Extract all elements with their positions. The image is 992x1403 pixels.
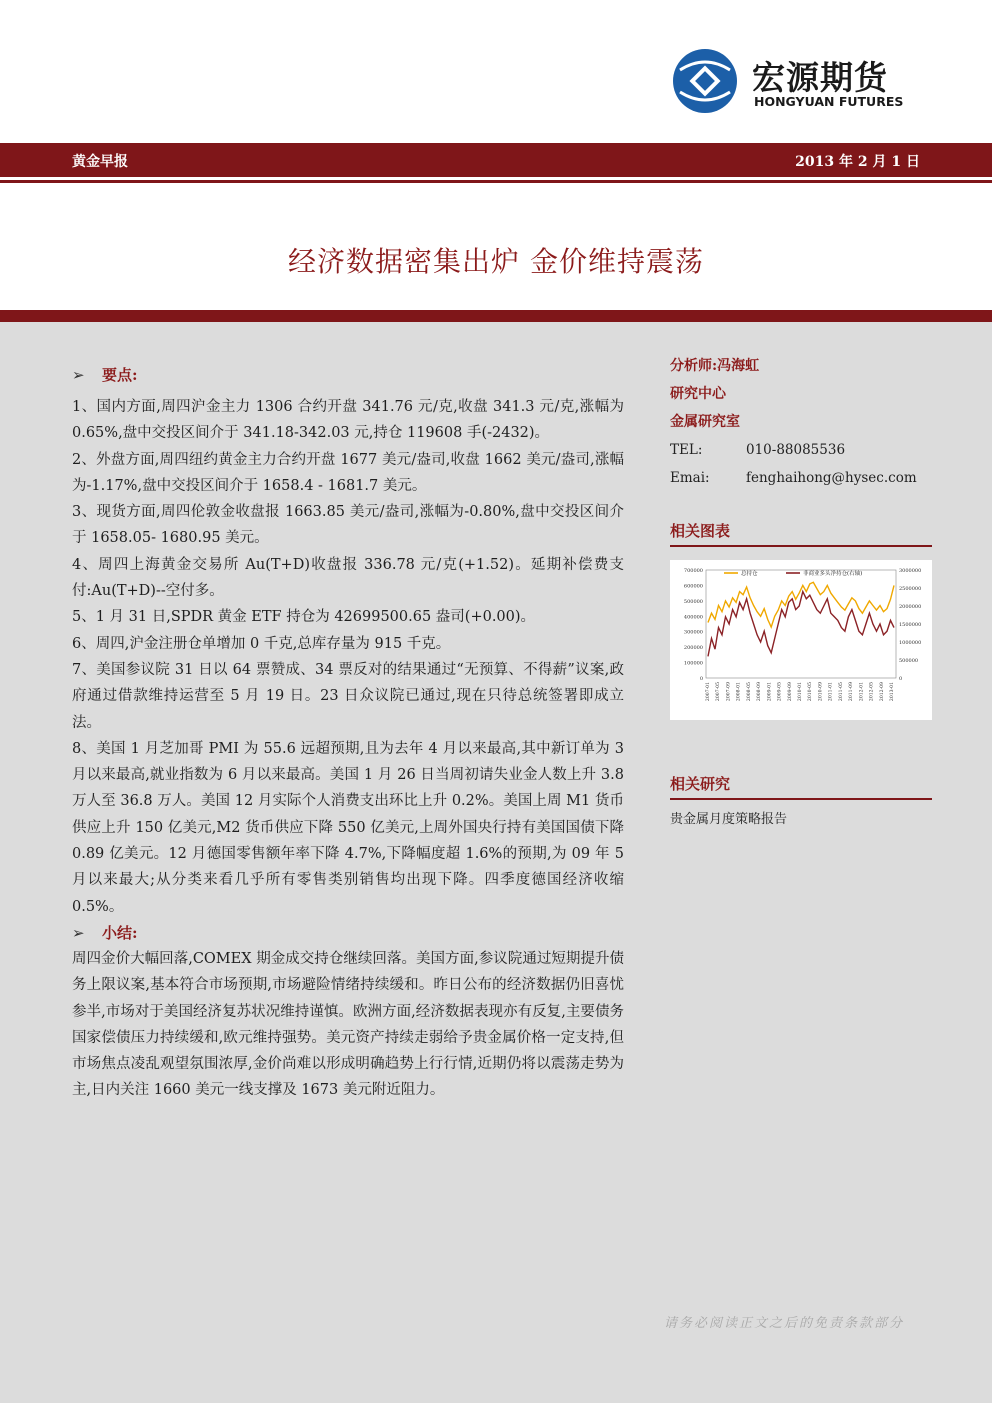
legend-label: 总持仓	[741, 571, 758, 577]
summary-paragraph: 周四金价大幅回落,COMEX 期金成交持仓继续回落。美国方面,参议院通过短期提升债务上限议案,基本符合市场预期,市场避险情绪持续缓和。昨日公布的经济数据仍旧喜忧参半,市场对于美国经济复苏状况维持谨慎。欧洲方面,经济数据表现亦有反复,主要债务国家偿债压力持续缓和,欧元维持强势。美元资产持续走弱给予贵金属价格一定支持,但市场焦点凌乱观望氛围浓厚,金价尚难以形成明确趋势上行行情,近期仍将以震荡走势为主,日内关注 1660 美元一线支撑及 1673 美元附近阻力。	[72, 950, 624, 1099]
email-label: Emai:	[670, 470, 710, 486]
email-row	[670, 464, 932, 492]
x-tick-label: 2012-09	[879, 682, 885, 702]
related-research-heading: 相关研究	[670, 773, 932, 800]
position-chart	[670, 560, 932, 720]
spacer	[670, 800, 932, 808]
key-points-heading	[72, 362, 624, 388]
department: 研究中心	[670, 386, 726, 402]
report-type: 黄金早报	[72, 154, 128, 170]
hongyuan-logo-icon	[672, 48, 738, 114]
y-left-tick-label: 700000	[683, 568, 703, 574]
y-right-tick-label: 2500000	[899, 586, 922, 592]
chart-svg	[670, 560, 932, 720]
disclaimer-note: 请务必阅读正文之后的免责条款部分	[663, 1316, 904, 1331]
x-tick-label: 2013-01	[890, 682, 895, 702]
x-tick-label: 2012-05	[869, 682, 875, 702]
x-tick-label: 2010-05	[808, 682, 814, 702]
main-content	[72, 362, 624, 1104]
header-divider	[0, 180, 992, 183]
y-right-tick-label: 1500000	[899, 622, 922, 628]
series-line	[708, 582, 894, 627]
y-left-tick-label: 100000	[683, 660, 703, 667]
x-tick-label: 2007-05	[716, 682, 722, 702]
key-points-heading-text: 要点:	[102, 365, 138, 384]
y-left-tick-label: 400000	[683, 614, 703, 621]
x-tick-label: 2009-05	[777, 682, 783, 702]
key-point-item: 3、现货方面,周四伦敦金收盘报 1663.85 美元/盎司,涨幅为-0.80%,盘中交投区间介于 1658.05- 1680.95 美元。	[72, 504, 624, 547]
x-tick-label: 2007-09	[726, 682, 732, 702]
y-right-tick-label: 2000000	[899, 604, 922, 610]
plot-area	[706, 570, 896, 678]
report-date: 2013 年 2 月 1 日	[795, 154, 920, 170]
y-left-tick-label: 0	[699, 676, 703, 682]
company-logo	[672, 48, 922, 118]
bullet-arrow-icon: ➢	[72, 923, 85, 942]
phone-label: TEL:	[670, 442, 703, 458]
email-value[interactable]: fenghaihong@hysec.com	[746, 470, 917, 486]
y-right-tick-label: 1000000	[899, 640, 922, 646]
logo-chinese-name: 宏源期货	[752, 58, 888, 97]
key-point-item: 8、美国 1 月芝加哥 PMI 为 55.6 远超预期,且为去年 4 月以来最高,其中新订单为 3 月以来最高,就业指数为 6 月以来最高。美国 1 月 26 日当周初请失业金人数上升 3.8 万人至 36.8 万人。美国 12 月实际个人消费支出环比上升 0.2%。美国上周 M1 货币供应上升 150 亿美元,M2 货币供应下降 550 亿美元,上周外国央行持有美国国债下降 0.89 亿美元。12 月德国零售额年率下降 4.7%,下降幅度超 1.6%的预期,为 09 年 5 月以来最大;从分类来看几乎所有零售类别销售均出现下降。四季度德国经济收缩 0.5%。	[72, 740, 624, 915]
y-right-tick-label: 0	[899, 676, 903, 682]
x-tick-label: 2008-05	[746, 682, 752, 702]
y-left-tick-label: 600000	[683, 583, 703, 590]
key-point-item: 7、美国参议院 31 日以 64 票赞成、34 票反对的结果通过“无预算、不得薪”议案,政府通过借款维持运营至 5 月 19 日。23 日众议院已通过,现在只待总统签署即成立法。	[72, 661, 624, 731]
report-header-bar	[0, 143, 992, 177]
related-research-item[interactable]: 贵金属月度策略报告	[670, 812, 788, 827]
title-divider-bar	[0, 310, 992, 322]
x-tick-label: 2010-01	[798, 682, 803, 702]
related-charts-heading: 相关图表	[670, 520, 932, 547]
x-tick-label: 2008-01	[736, 682, 742, 702]
analyst-name: 分析师:冯海虹	[670, 358, 760, 374]
x-tick-label: 2008-09	[757, 682, 763, 702]
summary-heading	[72, 920, 624, 946]
y-left-tick-label: 200000	[683, 645, 703, 652]
phone-value: 010-88085536	[746, 442, 846, 458]
y-left-tick-label: 500000	[683, 598, 703, 605]
key-point-item: 2、外盘方面,周四纽约黄金主力合约开盘 1677 美元/盎司,收盘 1662 美元/盎司,涨幅为-1.17%,盘中交投区间介于 1658.4 - 1681.7 美元。	[72, 451, 624, 494]
x-tick-label: 2011-05	[838, 682, 844, 702]
legend-label: 非商业多头净持仓(右轴)	[803, 571, 863, 577]
x-tick-label: 2012-01	[859, 682, 865, 702]
summary-heading-text: 小结:	[102, 923, 138, 942]
bullet-arrow-icon: ➢	[72, 365, 85, 384]
office: 金属研究室	[670, 414, 740, 430]
x-tick-label: 2009-09	[787, 682, 793, 702]
key-point-item: 1、国内方面,周四沪金主力 1306 合约开盘 341.76 元/克,收盘 341.3 元/克,涨幅为 0.65%,盘中交投区间介于 341.18-342.03 元,持仓 119608 手(-2432)。	[72, 399, 624, 442]
spacer	[670, 492, 932, 520]
y-right-tick-label: 500000	[899, 658, 919, 664]
x-tick-label: 2011-09	[849, 682, 855, 702]
x-tick-label: 2010-09	[818, 682, 824, 702]
phone-row	[670, 436, 932, 464]
x-tick-label: 2009-01	[767, 682, 773, 702]
page-title: 经济数据密集出炉 金价维持震荡	[288, 245, 704, 278]
key-point-item: 5、1 月 31 日,SPDR 黄金 ETF 持仓为 42699500.65 盎司(+0.00)。	[72, 609, 536, 626]
x-tick-label: 2011-01	[828, 682, 834, 702]
y-left-tick-label: 300000	[683, 629, 703, 636]
y-right-tick-label: 3000000	[899, 568, 922, 574]
x-tick-label: 2007-01	[706, 682, 711, 702]
logo-english-name: HONGYUAN FUTURES	[754, 94, 904, 109]
key-point-item: 4、周四上海黄金交易所 Au(T+D)收盘报 336.78 元/克(+1.52)。延期补偿费支付:Au(T+D)--空付多。	[72, 556, 624, 600]
key-point-item: 6、周四,沪金注册仓单增加 0 千克,总库存量为 915 千克。	[72, 635, 451, 652]
